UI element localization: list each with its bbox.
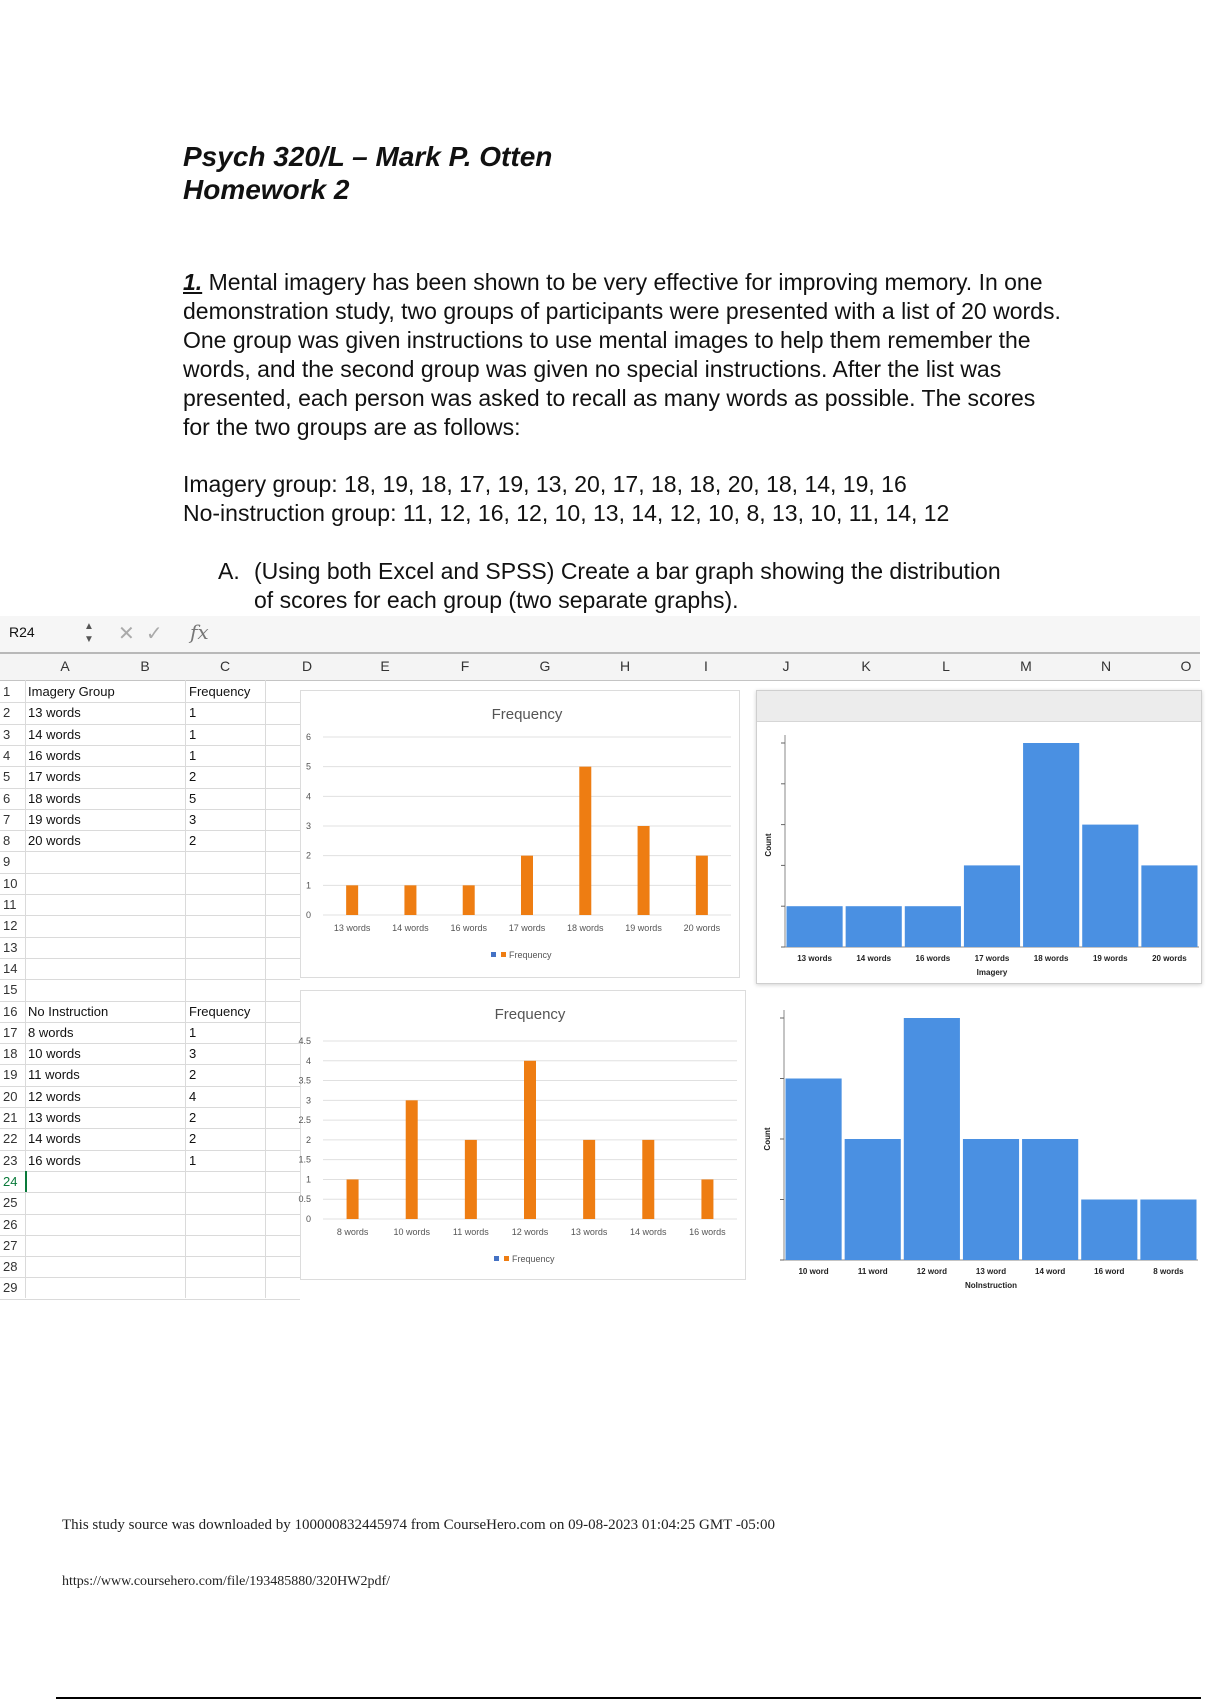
- row-number-29[interactable]: 29: [3, 1280, 18, 1296]
- bar: [465, 1140, 477, 1219]
- cell-imagery-label[interactable]: 13 words: [28, 705, 81, 721]
- cell-noinstruction-label[interactable]: 14 words: [28, 1131, 81, 1147]
- y-axis-label: Count: [764, 833, 773, 857]
- task-a-line2: of scores for each group (two separate graphs).: [254, 587, 739, 613]
- grid-line: [0, 830, 300, 831]
- x-tick-label: 18 words: [1033, 954, 1069, 963]
- bar: [1022, 1139, 1078, 1260]
- row-number-26[interactable]: 26: [3, 1216, 18, 1232]
- legend-swatch-blue: [494, 1256, 499, 1261]
- x-tick-label: 20 words: [683, 923, 721, 933]
- cell-noinstruction-label[interactable]: 11 words: [28, 1067, 80, 1083]
- column-header-k[interactable]: K: [861, 658, 871, 674]
- grid-line: [0, 766, 300, 767]
- bar: [638, 826, 650, 915]
- x-tick-label: 13 words: [333, 923, 371, 933]
- bar: [963, 1139, 1019, 1260]
- y-tick-label: 3: [305, 821, 311, 831]
- x-tick-label: 20 words: [1152, 954, 1187, 963]
- grid-line: [0, 915, 300, 916]
- grid-line: [0, 702, 300, 703]
- cell-imagery-label[interactable]: 17 words: [28, 769, 81, 785]
- column-header-m[interactable]: M: [1020, 658, 1032, 674]
- task-a-line1: (Using both Excel and SPSS) Create a bar graph showing the distribution: [254, 558, 1001, 584]
- cell-frequency-header[interactable]: Frequency: [189, 684, 251, 699]
- grid-line: [0, 809, 300, 810]
- row-number-10[interactable]: 10: [3, 875, 18, 891]
- spss-noinstruction-chart-svg: [756, 1004, 1200, 1300]
- question-text: Mental imagery has been shown to be very effective for improving memory. In one demonstration study, two groups of participants were presented with a list of 20 words. One group was given instructions to use mental images to help them remember the words, and the second group was given no special instructions. After the list was presented, each person was asked to recall as many words as possible. The scores for the two groups are as follows:: [183, 269, 1061, 440]
- x-tick-label: 8 words: [336, 1227, 369, 1237]
- grid-line: [0, 1192, 300, 1193]
- row-number-16[interactable]: 16: [3, 1003, 18, 1019]
- cell-noinstruction-label[interactable]: 10 words: [28, 1046, 81, 1062]
- cancel-confirm-icons[interactable]: ✕ ✓: [118, 623, 163, 645]
- cell-noinstruction-frequency[interactable]: 3: [189, 1046, 197, 1062]
- x-tick-label: 16 words: [915, 954, 951, 963]
- source-url[interactable]: https://www.coursehero.com/file/193485880/320HW2pdf/: [62, 1574, 391, 1589]
- grid-line: [0, 1214, 300, 1215]
- column-header-f[interactable]: F: [460, 658, 470, 674]
- bar: [521, 856, 533, 915]
- x-tick-label: 14 words: [856, 954, 892, 963]
- excel-imagery-chart: [300, 690, 740, 978]
- grid-line: [0, 958, 300, 959]
- bar: [787, 906, 843, 947]
- cell-imagery-header[interactable]: Imagery Group: [28, 684, 115, 699]
- row-number-6[interactable]: 6: [3, 790, 11, 806]
- row-number-7[interactable]: 7: [3, 811, 11, 827]
- y-tick-label: 2: [305, 850, 311, 861]
- y-tick-label: 0: [305, 1214, 311, 1224]
- grid-line: [0, 873, 300, 874]
- chart-title: Frequency: [494, 1006, 566, 1023]
- row-number-11[interactable]: 11: [3, 897, 17, 912]
- column-header-h[interactable]: H: [619, 658, 631, 674]
- row-number-24[interactable]: 24: [3, 1173, 18, 1189]
- row-number-19[interactable]: 19: [3, 1067, 18, 1083]
- bar: [583, 1140, 595, 1219]
- y-tick-label: 5: [305, 761, 311, 772]
- y-tick-label: 3: [305, 1095, 311, 1106]
- cell-noinstruction-frequency[interactable]: 2: [189, 1131, 197, 1147]
- grid-line: [0, 1235, 300, 1236]
- cell-imagery-frequency[interactable]: 1: [189, 726, 197, 742]
- grid-line: [185, 680, 186, 1298]
- cell-imagery-frequency[interactable]: 2: [189, 833, 197, 849]
- spss-noinstruction-chart: [756, 1004, 1200, 1300]
- bar: [347, 1179, 359, 1219]
- grid-line: [265, 680, 266, 1298]
- homework-title: Homework 2: [183, 174, 350, 205]
- row-number-13[interactable]: 13: [3, 939, 18, 955]
- noinstruction-scores: No-instruction group: 11, 12, 16, 12, 10, 13, 14, 12, 10, 8, 13, 10, 11, 14, 12: [183, 500, 950, 526]
- x-tick-label: 16 words: [450, 923, 487, 933]
- row-number-2[interactable]: 2: [3, 705, 11, 721]
- column-header-i[interactable]: I: [704, 658, 708, 674]
- grid-line: [0, 1256, 300, 1257]
- task-a: [218, 557, 1068, 615]
- cell-noinstruction-frequency[interactable]: 1: [189, 1152, 197, 1168]
- cell-imagery-frequency[interactable]: 3: [189, 811, 197, 827]
- legend-label: Frequency: [509, 950, 552, 960]
- x-tick-label: 8 words: [1153, 1267, 1184, 1276]
- column-header-a[interactable]: A: [60, 658, 70, 674]
- y-tick-label: 0: [305, 910, 311, 920]
- x-tick-label: 16 words: [689, 1227, 726, 1237]
- grid-line: [25, 680, 26, 1298]
- grid-line: [0, 1299, 300, 1300]
- row-number-17[interactable]: 17: [3, 1024, 18, 1040]
- row-number-20[interactable]: 20: [3, 1088, 18, 1104]
- spss-imagery-chart-svg: [757, 691, 1201, 983]
- grid-line: [0, 1043, 300, 1044]
- bar: [1140, 1200, 1196, 1261]
- row-number-21[interactable]: 21: [3, 1110, 18, 1125]
- bar: [406, 1100, 418, 1219]
- cell-imagery-frequency[interactable]: 1: [189, 747, 197, 763]
- x-tick-label: 19 words: [1092, 954, 1128, 963]
- cell-noinstruction-frequency[interactable]: 4: [189, 1088, 197, 1104]
- grid-line: [0, 1128, 300, 1129]
- row-number-5[interactable]: 5: [3, 769, 11, 785]
- x-tick-label: 13 words: [797, 954, 832, 963]
- row-number-28[interactable]: 28: [3, 1259, 18, 1275]
- legend-swatch: [504, 1256, 509, 1261]
- y-axis-label: Count: [763, 1127, 772, 1151]
- cell-imagery-frequency[interactable]: 2: [189, 769, 197, 785]
- x-tick-label: 11 word: [857, 1267, 888, 1276]
- x-tick-label: 14 word: [1035, 1267, 1066, 1276]
- excel-noinstruction-chart-svg: [298, 991, 745, 1279]
- row-number-27[interactable]: 27: [3, 1237, 18, 1253]
- cell-imagery-label[interactable]: 16 words: [28, 747, 81, 763]
- column-header-e[interactable]: E: [380, 658, 390, 674]
- y-tick-label: 2.5: [298, 1115, 311, 1126]
- x-axis-label: Imagery: [976, 968, 1008, 977]
- x-tick-label: 17 words: [508, 923, 546, 933]
- column-header-b[interactable]: B: [140, 658, 150, 674]
- grid-line: [0, 724, 300, 725]
- grid-line: [0, 1001, 300, 1002]
- grid-line: [0, 1086, 300, 1087]
- bar: [524, 1061, 536, 1219]
- x-tick-label: 14 words: [630, 1227, 667, 1237]
- cell-imagery-label[interactable]: 19 words: [28, 811, 81, 827]
- bar: [1082, 825, 1138, 947]
- x-tick-label: 14 words: [392, 923, 429, 933]
- row-number-15[interactable]: 15: [3, 982, 18, 998]
- y-tick-label: 4.5: [298, 1036, 311, 1046]
- question-number: 1.: [183, 269, 203, 295]
- x-tick-label: 13 word: [975, 1267, 1007, 1276]
- cell-noinstruction-frequency[interactable]: 1: [189, 1024, 197, 1040]
- bar: [1081, 1200, 1137, 1261]
- column-header-n[interactable]: N: [1100, 658, 1112, 674]
- bar: [696, 856, 708, 915]
- imagery-scores: Imagery group: 18, 19, 18, 17, 19, 13, 20, 17, 18, 18, 20, 18, 14, 19, 16: [183, 471, 907, 497]
- cell-noinstruction-label[interactable]: 8 words: [28, 1024, 74, 1040]
- course-title: Psych 320/L – Mark P. Otten: [183, 141, 553, 172]
- column-headers: [0, 654, 1200, 681]
- x-axis-label: NoInstruction: [965, 1281, 1017, 1290]
- column-header-o[interactable]: O: [1180, 658, 1192, 674]
- bar: [846, 906, 902, 947]
- bar: [463, 885, 475, 915]
- cell-imagery-label[interactable]: 14 words: [28, 726, 81, 742]
- cell-noinstruction-frequency[interactable]: 2: [189, 1110, 197, 1125]
- bar: [701, 1179, 713, 1219]
- row-number-14[interactable]: 14: [3, 960, 18, 976]
- y-tick-label: 4: [305, 1055, 311, 1066]
- column-header-c[interactable]: C: [219, 658, 231, 674]
- bottom-rule: [56, 1697, 1201, 1699]
- y-tick-label: 0.5: [298, 1194, 311, 1205]
- x-tick-label: 10 words: [393, 1227, 430, 1237]
- row-number-9[interactable]: 9: [3, 854, 11, 870]
- row-number-23[interactable]: 23: [3, 1152, 18, 1168]
- cell-noinstruction-frequency[interactable]: 2: [189, 1067, 197, 1083]
- bar: [642, 1140, 654, 1219]
- y-tick-label: 3.5: [298, 1075, 311, 1086]
- fx-icon[interactable]: fx: [190, 620, 209, 644]
- cell-imagery-label[interactable]: 18 words: [28, 790, 81, 806]
- row-number-4[interactable]: 4: [3, 747, 11, 763]
- bar: [964, 865, 1020, 947]
- bar: [579, 767, 591, 915]
- grid-line: [0, 1150, 300, 1151]
- grid-line: [0, 1171, 300, 1172]
- task-a-label: A.: [218, 558, 240, 584]
- bar: [904, 1018, 960, 1260]
- row-number-18[interactable]: 18: [3, 1046, 18, 1062]
- name-box-stepper-icon[interactable]: ▲ ▼: [84, 621, 94, 645]
- cell-noinstruction-label[interactable]: 16 words: [28, 1152, 81, 1168]
- grid-line: [0, 1064, 300, 1065]
- grid-line: [0, 851, 300, 852]
- column-header-l[interactable]: L: [942, 658, 950, 674]
- chart-title: Frequency: [491, 706, 563, 723]
- active-cell-cursor: [25, 1171, 27, 1192]
- column-header-d[interactable]: D: [301, 658, 313, 674]
- bar: [786, 1079, 842, 1261]
- row-number-12[interactable]: 12: [3, 918, 18, 934]
- bar: [346, 885, 358, 915]
- row-number-25[interactable]: 25: [3, 1195, 18, 1211]
- y-tick-label: 1: [305, 880, 311, 891]
- x-tick-label: 12 words: [511, 1227, 549, 1237]
- y-tick-label: 6: [305, 732, 311, 742]
- grid-line: [0, 1107, 300, 1108]
- x-tick-label: 18 words: [567, 923, 604, 933]
- formula-bar: [0, 616, 1200, 654]
- row-number-3[interactable]: 3: [3, 726, 11, 742]
- download-notice: This study source was downloaded by 100000832445974 from CourseHero.com on 09-08-2023 01:04:25 GMT -05:00: [62, 1517, 775, 1533]
- cell-noinstruction-label[interactable]: 13 words: [28, 1110, 81, 1125]
- grid-line: [0, 1022, 300, 1023]
- cell-imagery-label[interactable]: 20 words: [28, 833, 81, 849]
- grid-line: [0, 937, 300, 938]
- score-lists: [183, 470, 949, 528]
- excel-noinstruction-chart: [300, 990, 746, 1280]
- row-number-8[interactable]: 8: [3, 833, 11, 849]
- grid-line: [0, 979, 300, 980]
- x-tick-label: 11 words: [452, 1227, 489, 1237]
- y-tick-label: 1.5: [298, 1154, 311, 1165]
- bar: [905, 906, 961, 947]
- document-title: [183, 140, 552, 206]
- row-number-1[interactable]: 1: [3, 684, 11, 699]
- grid-line: [0, 745, 300, 746]
- bar: [845, 1139, 901, 1260]
- grid-line: [0, 894, 300, 895]
- x-tick-label: 19 words: [625, 923, 662, 933]
- legend-swatch: [501, 952, 506, 957]
- column-header-j[interactable]: J: [782, 658, 790, 674]
- bar: [1141, 865, 1197, 947]
- spss-imagery-chart: [756, 690, 1202, 984]
- row-number-22[interactable]: 22: [3, 1131, 18, 1147]
- cell-frequency-header[interactable]: Frequency: [189, 1003, 251, 1019]
- y-tick-label: 2: [305, 1134, 311, 1145]
- cell-imagery-frequency[interactable]: 5: [189, 790, 197, 806]
- x-tick-label: 16 word: [1094, 1267, 1125, 1276]
- column-header-g[interactable]: G: [539, 658, 551, 674]
- legend-swatch-blue: [491, 952, 496, 957]
- y-tick-label: 4: [305, 791, 311, 802]
- x-tick-label: 13 words: [570, 1227, 608, 1237]
- x-tick-label: 17 words: [974, 954, 1010, 963]
- excel-imagery-chart-svg: [301, 691, 739, 977]
- x-tick-label: 10 word: [798, 1267, 829, 1276]
- legend-label: Frequency: [512, 1254, 555, 1264]
- bar: [1023, 743, 1079, 947]
- cell-noinstruction-header[interactable]: No Instruction: [28, 1003, 109, 1019]
- name-box[interactable]: R24: [9, 624, 35, 640]
- y-tick-label: 1: [305, 1174, 311, 1185]
- grid-line: [0, 1277, 300, 1278]
- x-tick-label: 12 word: [916, 1267, 947, 1276]
- grid-line: [0, 788, 300, 789]
- question-paragraph: [183, 268, 1063, 442]
- cell-noinstruction-label[interactable]: 12 words: [28, 1088, 81, 1104]
- bar: [404, 885, 416, 915]
- cell-imagery-frequency[interactable]: 1: [189, 705, 197, 721]
